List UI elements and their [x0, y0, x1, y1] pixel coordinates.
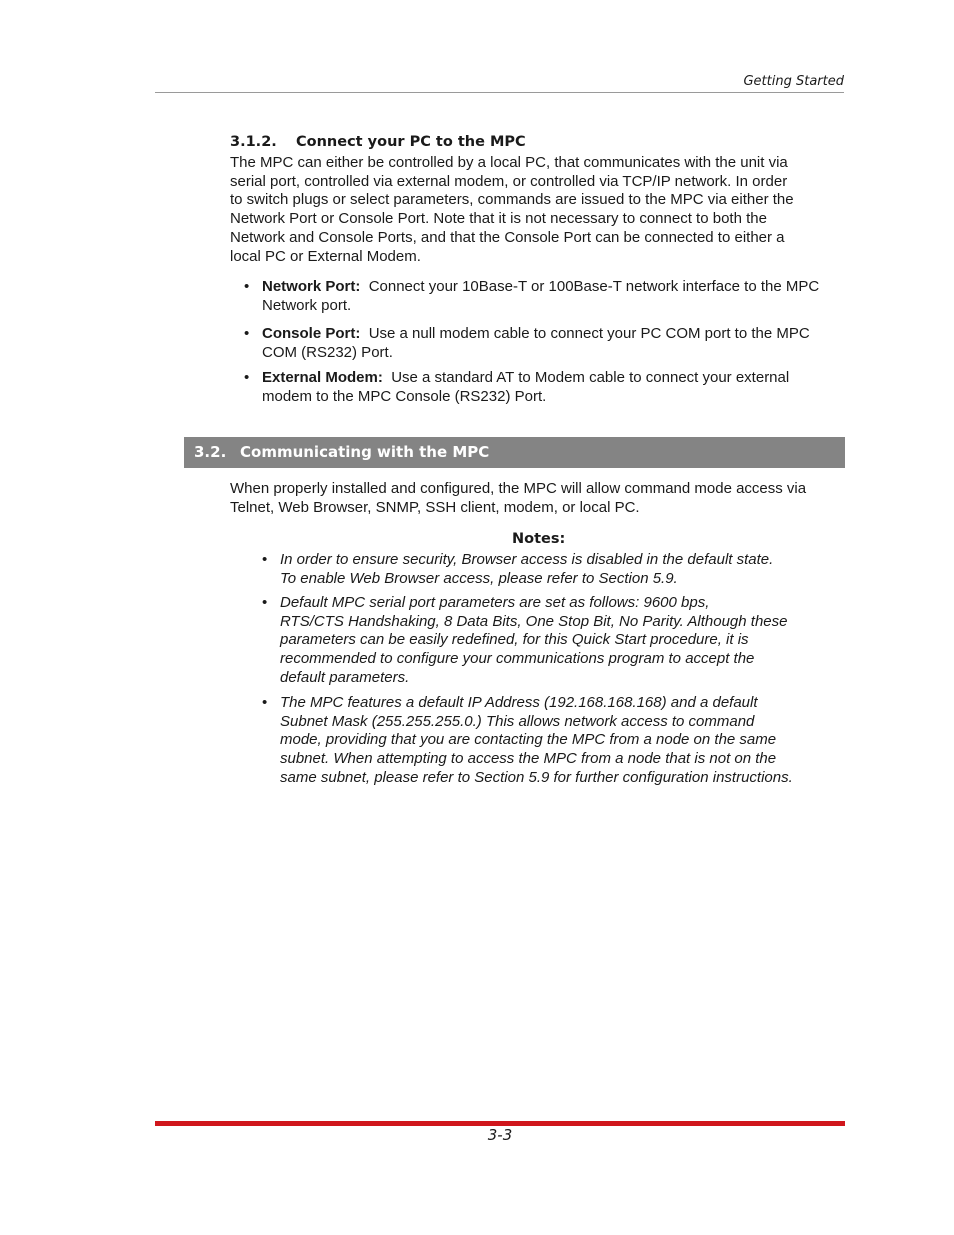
- note-item: [262, 594, 822, 688]
- section-intro: [230, 480, 842, 517]
- intro-line: Network Port or Console Port. Note that it is not necessary to connect to both the: [230, 210, 767, 228]
- note-line: recommended to configure your communications program to accept the: [280, 650, 755, 668]
- notes-list: [262, 594, 822, 688]
- bullet-term: Network Port:: [262, 278, 361, 295]
- bullet-line: Use a null modem cable to connect your PC COM port to the MPC: [368, 325, 810, 342]
- connection-bullets: [244, 278, 844, 315]
- section-title: Communicating with the MPC: [240, 443, 490, 461]
- page-header: [155, 72, 844, 93]
- note-line: mode, providing that you are contacting the MPC from a node on the same: [280, 731, 777, 749]
- intro-line: local PC or External Modem.: [230, 247, 421, 265]
- connection-bullets: [244, 369, 844, 406]
- intro-line: Telnet, Web Browser, SNMP, SSH client, modem, or local PC.: [230, 498, 640, 516]
- notes-list: [262, 694, 822, 788]
- bullet-line: COM (RS232) Port.: [262, 343, 393, 361]
- bullet-term: External Modem:: [262, 369, 383, 386]
- bullet-dot: •: [262, 594, 268, 611]
- note-line: The MPC features a default IP Address (192.168.168.168) and a default: [280, 694, 758, 711]
- note-line: Subnet Mask (255.255.255.0.) This allows network access to command: [280, 712, 755, 730]
- bullet-line: Connect your 10Base-T or 100Base-T network interface to the MPC: [368, 278, 820, 295]
- bullet-external-modem: [244, 369, 844, 406]
- subsection-title: Connect your PC to the MPC: [296, 134, 526, 150]
- note-line: Default MPC serial port parameters are set as follows: 9600 bps,: [280, 594, 710, 611]
- intro-line: to switch plugs or select parameters, commands are issued to the MPC via either the: [230, 191, 794, 209]
- page-number: 3-3: [487, 1126, 513, 1144]
- note-line: RTS/CTS Handshaking, 8 Data Bits, One Stop Bit, No Parity. Although these: [280, 612, 788, 630]
- bullet-line: Network port.: [262, 296, 352, 314]
- note-item: [262, 694, 822, 788]
- intro-line: When properly installed and configured, the MPC will allow command mode access via: [230, 480, 807, 497]
- subsection-heading: [230, 132, 526, 152]
- bullet-network-port: [244, 278, 844, 315]
- subsection-intro: [230, 154, 842, 266]
- note-line: To enable Web Browser access, please refer to Section 5.9.: [280, 569, 678, 587]
- bullet-dot: •: [244, 325, 250, 342]
- section-number: 3.2.: [194, 443, 227, 461]
- bullet-dot: •: [244, 369, 250, 386]
- bullet-console-port: [244, 325, 844, 362]
- note-line: subnet. When attempting to access the MPC from a node that is not on the: [280, 750, 777, 768]
- bullet-dot: •: [262, 551, 268, 568]
- note-line: same subnet, please refer to Section 5.9 for further configuration instructions.: [280, 768, 793, 786]
- chapter-title: Getting Started: [743, 74, 844, 89]
- subsection-number: 3.1.2.: [230, 134, 277, 150]
- section-heading-bar: [184, 437, 845, 468]
- note-item: [262, 551, 822, 588]
- note-line: In order to ensure security, Browser access is disabled in the default state.: [280, 551, 774, 568]
- note-line: parameters can be easily redefined, for this Quick Start procedure, it is: [280, 631, 749, 649]
- connection-bullets: [244, 325, 844, 362]
- bullet-dot: •: [244, 278, 250, 295]
- bullet-line: Use a standard AT to Modem cable to connect your external: [391, 369, 790, 386]
- intro-line: serial port, controlled via external modem, or controlled via TCP/IP network. In order: [230, 172, 788, 190]
- note-line: default parameters.: [280, 668, 410, 686]
- bullet-dot: •: [262, 694, 268, 711]
- notes-title: Notes:: [512, 531, 566, 547]
- intro-line: Network and Console Ports, and that the Console Port can be connected to either a: [230, 228, 785, 246]
- intro-line: The MPC can either be controlled by a local PC, that communicates with the unit via: [230, 154, 788, 171]
- bullet-line: modem to the MPC Console (RS232) Port.: [262, 387, 547, 405]
- bullet-term: Console Port:: [262, 325, 361, 342]
- notes-list: [262, 551, 822, 588]
